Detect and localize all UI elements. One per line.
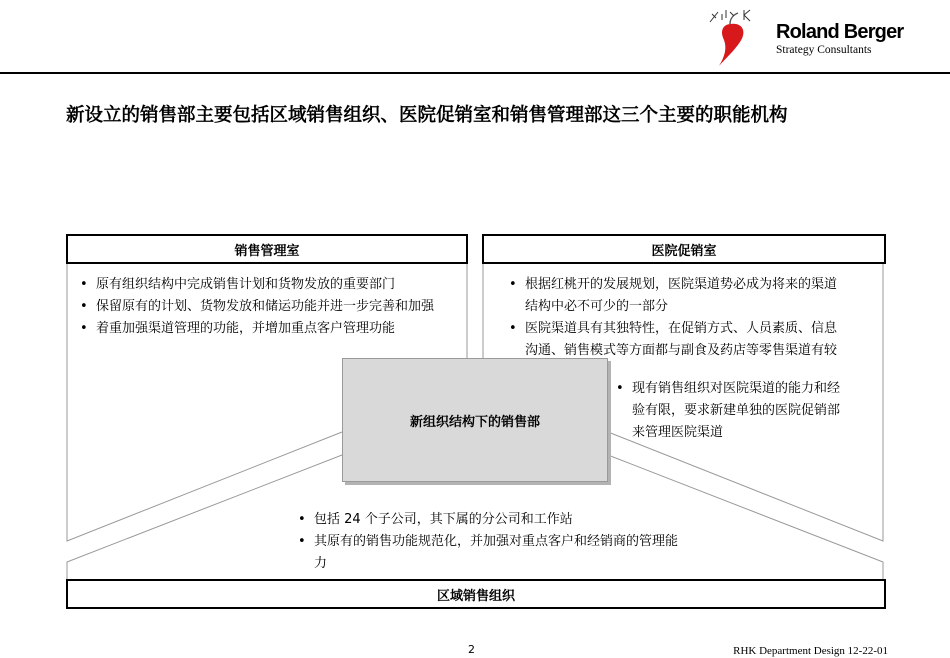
list-item: • 根据红桃开的发展规划，医院渠道势必成为将来的渠道结构中必不可少的一部分 bbox=[507, 274, 847, 318]
hospital-promotion-header: 医院促销室 bbox=[482, 234, 886, 264]
page-title: 新设立的销售部主要包括区域销售组织、医院促销室和销售管理部这三个主要的职能机构 bbox=[66, 105, 788, 126]
regional-sales-header: 区域销售组织 bbox=[66, 579, 886, 609]
brand-name: Roland Berger bbox=[776, 21, 904, 43]
document-reference: RHK Department Design 12-22-01 bbox=[733, 645, 888, 657]
list-item: • 原有组织结构中完成销售计划和货物发放的重要部门 bbox=[78, 274, 448, 296]
brand-subtitle: Strategy Consultants bbox=[776, 44, 872, 56]
list-item: • 包括 24 个子公司，其下属的分公司和工作站 bbox=[296, 509, 686, 531]
list-item: • 保留原有的计划、货物发放和储运功能并进一步完善和加强 bbox=[78, 296, 448, 318]
list-item: • 着重加强渠道管理的功能，并增加重点客户管理功能 bbox=[78, 318, 448, 340]
new-sales-department-box bbox=[342, 358, 608, 482]
sales-management-bullets bbox=[78, 274, 448, 340]
sales-management-header: 销售管理室 bbox=[66, 234, 468, 264]
regional-sales-bullets bbox=[296, 509, 686, 575]
center-label: 新组织结构下的销售部 bbox=[409, 414, 540, 430]
list-item: • 医院渠道具有其独特性，在促销方式、人员素质、信息沟通、销售模式等方面都与副食及药店等零售渠道有较 bbox=[507, 318, 847, 384]
page-number: 2 bbox=[468, 643, 475, 656]
list-item: • 其原有的销售功能规范化，并加强对重点客户和经销商的管理能力 bbox=[296, 531, 686, 575]
hospital-promotion-bullets-continued bbox=[614, 378, 844, 444]
list-item: • 现有销售组织对医院渠道的能力和经验有限，要求新建单独的医院促销部来管理医院渠道 bbox=[614, 378, 844, 444]
